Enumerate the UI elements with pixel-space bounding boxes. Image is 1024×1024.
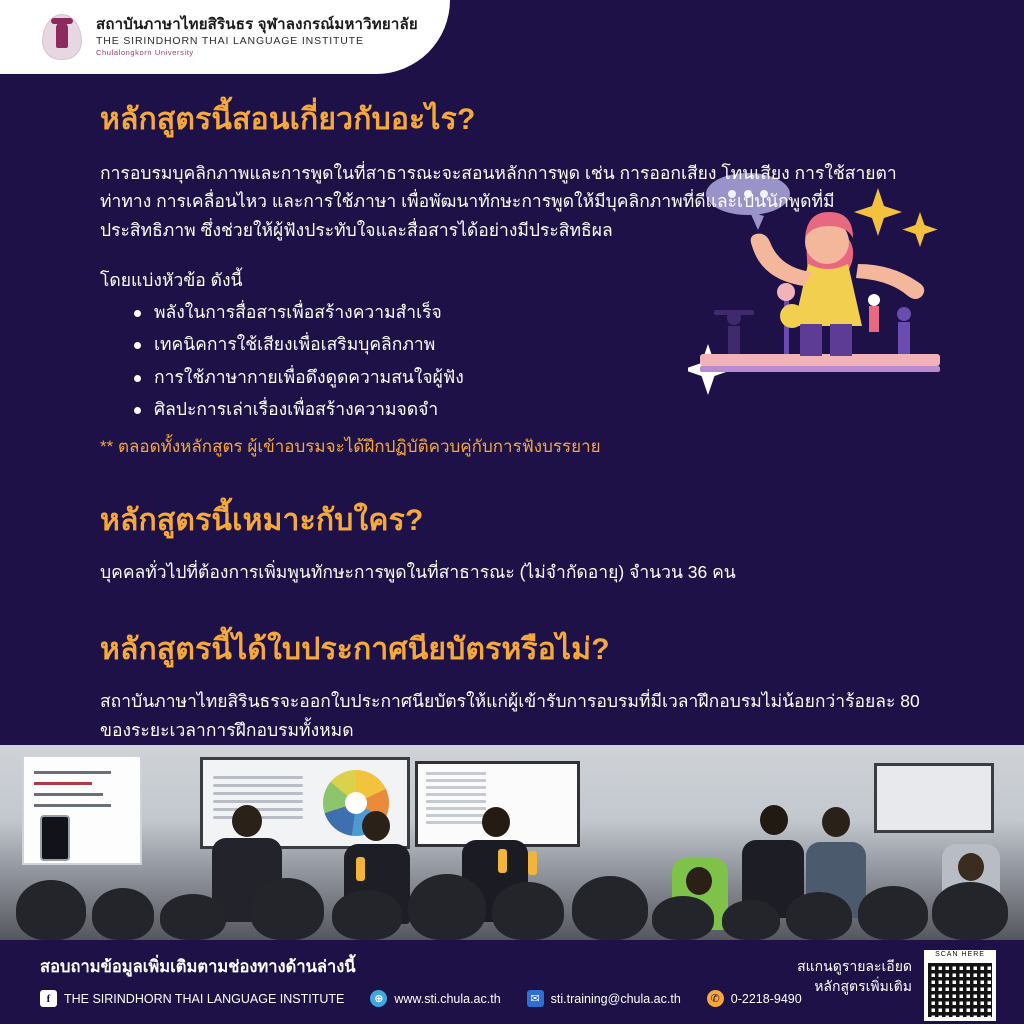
section-3 <box>100 626 928 744</box>
section-heading-3: หลักสูตรนี้ได้ใบประกาศนียบัตรหรือไม่? <box>100 633 610 667</box>
list-item: ศิลปะการเล่าเรื่องเพื่อสร้างความจดจำ <box>134 395 928 423</box>
section-2 <box>100 497 928 586</box>
contact-email[interactable] <box>527 990 681 1007</box>
main-content <box>0 96 1024 744</box>
header-logo-pill <box>0 0 450 74</box>
section-paragraph-1: การอบรมบุคลิกภาพและการพูดในที่สาธารณะจะสอนหลักการพูด เช่น การออกเสียง โทนเสียง การใช้สายตา ท่าทาง การเคลื่อนไหว และการใช้ภาษา เพื่อพัฒนาทักษะการพูดให้มีบุคลิกภาพที่ดีและเป็นนักพูดที่มีประสิทธิภาพ ซึ่งช่วยให้ผู้ฟังประทับใจและสื่อสารได้อย่างมีประสิทธิผล <box>100 163 897 240</box>
chula-emblem-icon <box>42 14 82 60</box>
section-paragraph-3: สถาบันภาษาไทยสิรินธรจะออกใบประกาศนียบัตรให้แก่ผู้เข้ารับการอบรมที่มีเวลาฝึกอบรมไม่น้อยกว่าร้อยละ 80 ของระยะเวลาการฝึกอบรมทั้งหมด <box>100 691 920 740</box>
institute-names <box>96 16 418 58</box>
qr-caption <box>797 956 912 997</box>
contact-phone-label: 0-2218-9490 <box>730 991 802 1006</box>
contact-phone[interactable] <box>707 990 802 1007</box>
institute-name-th: สถาบันภาษาไทยสิรินธร จุฬาลงกรณ์มหาวิทยาลัย <box>96 16 418 34</box>
section-heading-2: หลักสูตรนี้เหมาะกับใคร? <box>100 503 424 537</box>
footer <box>0 940 1024 1024</box>
phone-icon: ✆ <box>707 990 724 1007</box>
contact-facebook[interactable] <box>40 990 344 1007</box>
topics-list <box>134 298 928 423</box>
qr-caption-line2: หลักสูตรเพิ่มเติม <box>814 978 912 995</box>
topics-lead: โดยแบ่งหัวข้อ ดังนี้ <box>100 270 243 291</box>
course-note: ** ตลอดทั้งหลักสูตร ผู้เข้าอบรมจะได้ฝึกปฏิบัติควบคู่กับการฟังบรรยาย <box>100 437 601 457</box>
university-name: Chulalongkorn University <box>96 48 194 58</box>
institute-name-en: THE SIRINDHORN THAI LANGUAGE INSTITUTE <box>96 35 364 48</box>
training-classroom-photo <box>0 745 1024 940</box>
list-item: พลังในการสื่อสารเพื่อสร้างความสำเร็จ <box>134 298 928 326</box>
qr-badge-label: SCAN HERE <box>924 950 996 959</box>
footer-title: สอบถามข้อมูลเพิ่มเติมตามช่องทางด้านล่างนี้ <box>40 958 356 976</box>
contact-website[interactable] <box>370 990 500 1007</box>
qr-code-image[interactable] <box>924 959 996 1021</box>
qr-code-block[interactable] <box>924 950 996 1021</box>
qr-caption-line1: สแกนดูรายละเอียด <box>797 958 912 974</box>
globe-icon: ⊕ <box>370 990 387 1007</box>
facebook-icon: f <box>40 990 57 1007</box>
section-paragraph-2: บุคคลทั่วไปที่ต้องการเพิ่มพูนทักษะการพูดในที่สาธารณะ (ไม่จำกัดอายุ) จำนวน 36 คน <box>100 561 736 582</box>
contact-website-label: www.sti.chula.ac.th <box>394 991 501 1006</box>
mail-icon: ✉ <box>527 990 544 1007</box>
contact-email-label: sti.training@chula.ac.th <box>550 991 681 1006</box>
contact-facebook-label: THE SIRINDHORN THAI LANGUAGE INSTITUTE <box>64 991 345 1006</box>
list-item: การใช้ภาษากายเพื่อดึงดูดความสนใจผู้ฟัง <box>134 363 928 391</box>
section-heading-1: หลักสูตรนี้สอนเกี่ยวกับอะไร? <box>100 103 476 136</box>
list-item: เทคนิคการใช้เสียงเพื่อเสริมบุคลิกภาพ <box>134 330 928 358</box>
